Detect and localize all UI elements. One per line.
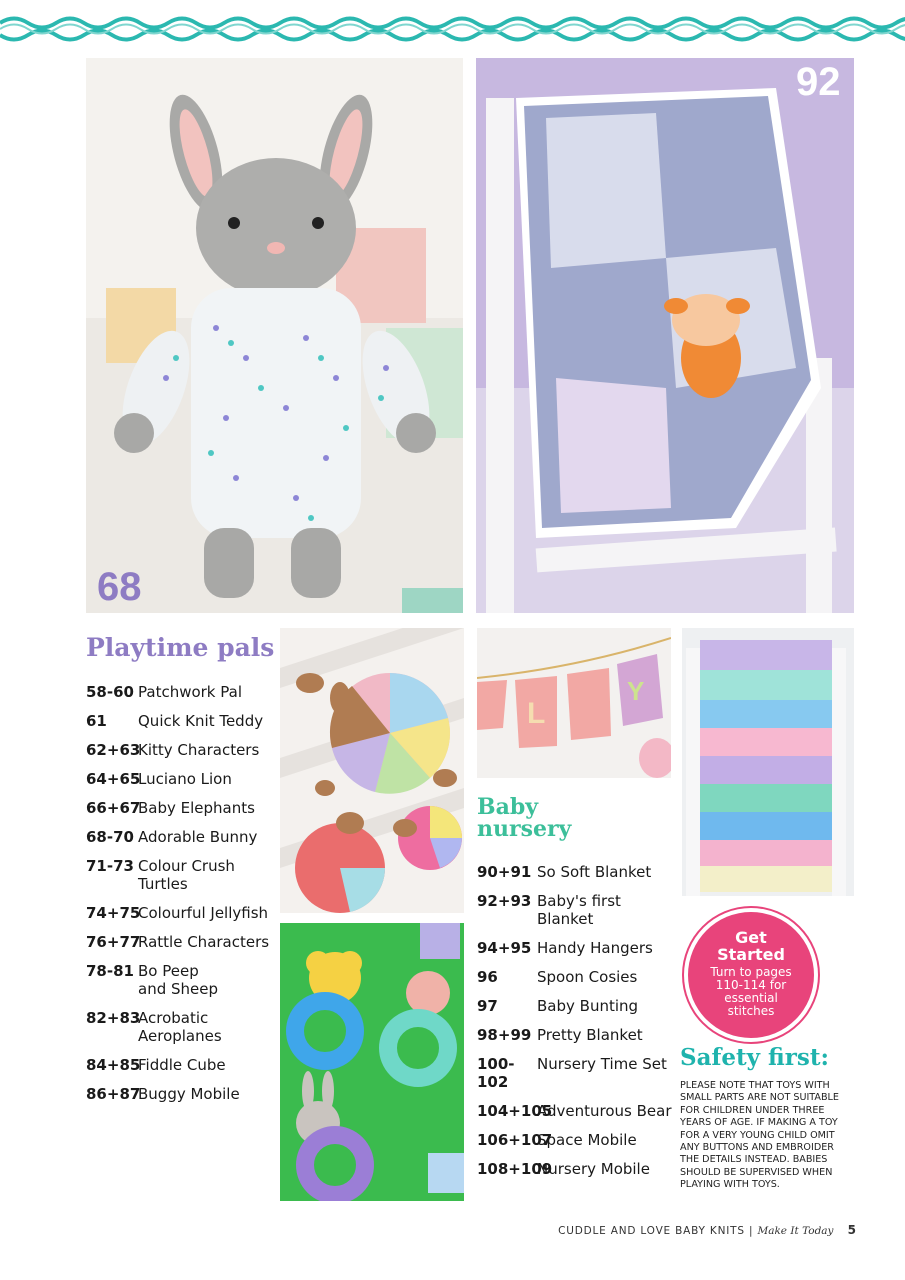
blanket-page-number: 92 [796, 60, 841, 104]
toc-title: Buggy Mobile [138, 1085, 240, 1103]
magazine-name: CUDDLE AND LOVE BABY KNITS [558, 1225, 745, 1237]
toc-item [477, 1026, 673, 1044]
toc-item [86, 904, 276, 922]
toc-title: Spoon Cosies [537, 968, 638, 986]
toc-page-range: 82+83 [86, 1009, 141, 1027]
toc-item [477, 863, 673, 881]
toc-page-range: 90+91 [477, 863, 532, 881]
toc-title: Quick Knit Teddy [138, 712, 264, 730]
page-number: 5 [847, 1223, 856, 1237]
toc-title: Baby Elephants [138, 799, 255, 817]
toc-item [477, 1055, 673, 1091]
toc-page-range: 76+77 [86, 933, 141, 951]
bunny-photo [86, 58, 463, 613]
toc-title: So Soft Blanket [537, 863, 652, 881]
get-started-text: Turn to pages 110-114 for essential stitches [710, 965, 792, 1018]
toc-title: Space Mobile [537, 1131, 637, 1149]
toc-page-range: 96 [477, 968, 498, 986]
toc-title: Rattle Characters [138, 933, 270, 951]
toc-title: Baby Bunting [537, 997, 639, 1015]
toc-page-range: 86+87 [86, 1085, 141, 1103]
toc-title: Luciano Lion [138, 770, 232, 788]
toc-title: Adorable Bunny [138, 828, 258, 846]
blanket-photo [476, 58, 854, 613]
toc-page-range: 58-60 [86, 683, 134, 701]
baby-nursery-title [477, 796, 571, 840]
svg-text:Y: Y [627, 676, 645, 706]
toc-page-range: 94+95 [477, 939, 532, 957]
toc-item [477, 1131, 673, 1149]
toc-item [86, 1056, 276, 1074]
toc-item [86, 799, 276, 817]
toc-title: Fiddle Cube [138, 1056, 226, 1074]
toc-title: Baby's first Blanket [537, 892, 621, 928]
toc-item [86, 741, 276, 759]
wave-border [0, 14, 905, 44]
toc-item [86, 828, 276, 846]
toc-title: Adventurous Bear [537, 1102, 672, 1120]
rattles-photo [280, 923, 464, 1201]
toc-item [477, 997, 673, 1015]
toc-page-range: 106+107 [477, 1131, 553, 1149]
toc-page-range: 100-102 [477, 1055, 515, 1091]
toc-page-range: 62+63 [86, 741, 141, 759]
svg-text:L: L [527, 697, 546, 730]
playtime-pals-list [86, 683, 276, 1114]
toc-item [86, 1009, 276, 1045]
baby-nursery-title-line1: Baby [477, 794, 539, 820]
toc-item [86, 683, 276, 701]
toc-page-range: 64+65 [86, 770, 141, 788]
toc-title: Handy Hangers [537, 939, 653, 957]
toc-title: Bo Peep and Sheep [138, 962, 218, 998]
safety-title: Safety first: [680, 1044, 829, 1071]
toc-item [86, 712, 276, 730]
toc-item [477, 939, 673, 957]
toc-item [86, 857, 276, 893]
toc-page-range: 92+93 [477, 892, 532, 910]
toc-page-range: 98+99 [477, 1026, 532, 1044]
toc-title: Kitty Characters [138, 741, 260, 759]
toc-page-range: 78-81 [86, 962, 134, 980]
get-started-badge [688, 912, 814, 1038]
toc-title: Nursery Mobile [537, 1160, 650, 1178]
toc-item [86, 1085, 276, 1103]
toc-title: Nursery Time Set [537, 1055, 667, 1073]
toc-item [86, 962, 276, 998]
toc-page-range: 84+85 [86, 1056, 141, 1074]
toc-title: Colourful Jellyfish [138, 904, 269, 922]
bunting-photo [477, 628, 671, 778]
footer-separator: | [748, 1225, 754, 1237]
toc-page-range: 97 [477, 997, 498, 1015]
toc-item [477, 968, 673, 986]
baby-nursery-title-line2: nursery [477, 816, 572, 842]
toc-page-range: 71-73 [86, 857, 134, 875]
toc-item [477, 1160, 673, 1178]
page-footer [540, 1223, 856, 1237]
toc-page-range: 108+109 [477, 1160, 553, 1178]
toc-title: Patchwork Pal [138, 683, 242, 701]
brand-name: Make It Today [757, 1225, 834, 1237]
toc-item [477, 892, 673, 928]
toc-page-range: 66+67 [86, 799, 141, 817]
toc-page-range: 74+75 [86, 904, 141, 922]
toc-item [86, 770, 276, 788]
striped-blanket-photo [682, 628, 854, 896]
toc-page-range: 68-70 [86, 828, 134, 846]
toc-item [477, 1102, 673, 1120]
safety-text: PLEASE NOTE THAT TOYS WITH SMALL PARTS ARE NOT SUITABLE FOR CHILDREN UNDER THREE YEARS OF AGE. IF MAKING A TOY FOR A VERY YOUNG CHILD OMIT ANY BUTTONS AND EMBROIDER THE DETAILS INSTEAD. BABIES SHOULD BE SUPERVISED WHEN PLAYING WITH TOYS. [680, 1080, 839, 1191]
toc-title: Colour Crush Turtles [138, 857, 235, 893]
toc-title: Pretty Blanket [537, 1026, 643, 1044]
turtles-photo [280, 628, 464, 913]
toc-page-range: 61 [86, 712, 107, 730]
baby-nursery-list [477, 863, 673, 1189]
toc-page-range: 104+105 [477, 1102, 553, 1120]
get-started-heading: Get Started [717, 928, 785, 964]
toc-item [86, 933, 276, 951]
bunny-page-number: 68 [97, 565, 142, 609]
toc-title: Acrobatic Aeroplanes [138, 1009, 222, 1045]
playtime-pals-title: Playtime pals [86, 633, 275, 662]
